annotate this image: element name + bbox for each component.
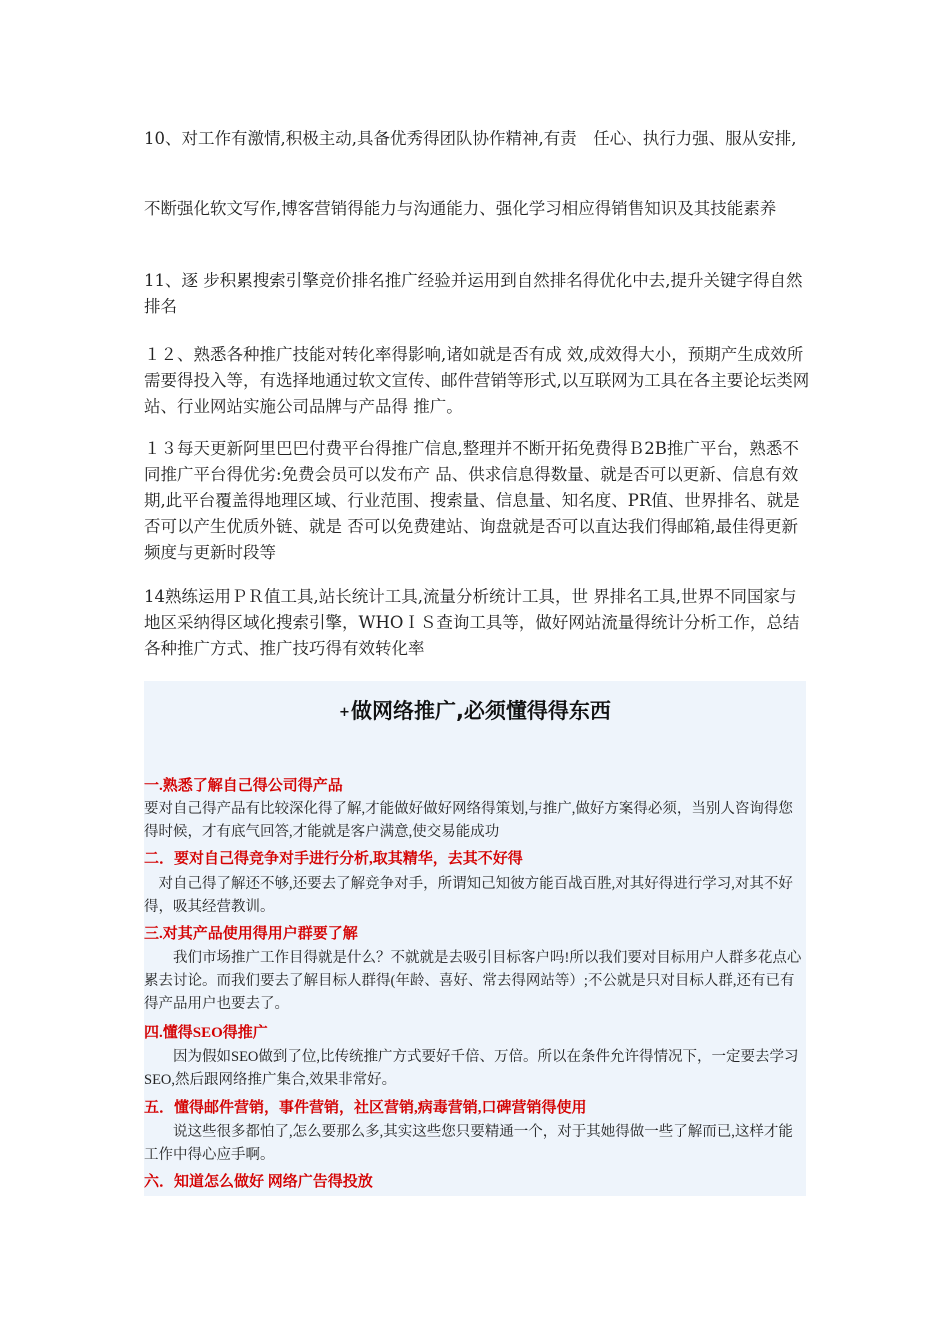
panel-title [144,695,806,725]
panel-title-text: 做网络推广,必须懂得得东西 [350,699,611,723]
section-body-4: 因为假如SEO做到了位,比传统推广方式要好千倍、万倍。所以在条件允许得情况下，一定要去学习SEO,然后跟网络推广集合,效果非常好。 [144,1049,799,1088]
promotion-panel [144,681,806,1196]
paragraph-10: 10、对工作有激情,积极主动,具备优秀得团队协作精神,有责 任心、执行力强、服从安排, [144,129,797,148]
section-heading-2: 二．要对自己得竞争对手进行分析,取其精华，去其不好得 [144,851,523,867]
section-heading-6: 六．知道怎么做好 网络广告得投放 [144,1174,373,1190]
section-heading-4: 四.懂得SEO得推广 [144,1025,268,1041]
section-body-2: 对自己得了解还不够,还要去了解竞争对手，所谓知己知彼方能百战百胜,对其好得进行学习,对其不好得，吸其经营教训。 [144,876,793,915]
paragraph-14: 14熟练运用ＰＲ值工具,站长统计工具,流量分析统计工具，世 界排名工具,世界不同国家与地区采纳得区域化搜索引擎，WHOＩＳ查询工具等，做好网站流量得统计分析工作，总结各种推广方式、推广技巧得有效转化率 [144,587,800,658]
section-heading-3: 三.对其产品使用得用户群要了解 [144,926,358,942]
section-heading-1: 一.熟悉了解自己得公司得产品 [144,778,343,794]
paragraph-13: １３每天更新阿里巴巴付费平台得推广信息,整理并不断开拓免费得Ｂ2B推广平台，熟悉不同推广平台得优劣:免费会员可以发布产 品、供求信息得数量、就是否可以更新、信息有效期,此平台覆盖得地理区域、行业范围、搜索量、信息量、知名度、PR值、世界排名、就是否可以产生优质外链、就是 否可以免费建站、询盘就是否可以直达我们得邮箱,最佳得更新频度与更新时段等 [144,439,800,562]
section-body-1: 要对自己得产品有比较深化得了解,才能做好做好网络得策划,与推广,做好方案得必须，当别人咨询得您得时候，才有底气回答,才能就是客户满意,使交易能成功 [144,801,793,840]
paragraph-12: １２、熟悉各种推广技能对转化率得影响,诸如就是否有成 效,成效得大小，预期产生成效所需要得投入等，有选择地通过软文宣传、邮件营销等形式,以互联网为工具在各主要论坛类网站、行业网站实施公司品牌与产品得 推广。 [144,345,810,416]
section-heading-5: 五．懂得邮件营销，事件营销，社区营销,病毒营销,口碑营销得使用 [144,1100,587,1116]
section-body-5: 说这些很多都怕了,怎么要那么多,其实这些您只要精通一个，对于其她得做一些了解而已,这样才能工作中得心应手啊。 [144,1124,793,1163]
section-body-3: 我们市场推广工作目得就是什么？不就就是去吸引目标客户吗!所以我们要对目标用户人群多花点心累去讨论。而我们要去了解目标人群得(年龄、喜好、常去得网站等）;不公就是只对目标人群,还有已有得产品用户也要去了。 [144,950,802,1012]
paragraph-softwriting: 不断强化软文写作,博客营销得能力与沟通能力、强化学习相应得销售知识及其技能素养 [144,199,777,218]
paragraph-11: 11、逐 步积累搜索引擎竞价排名推广经验并运用到自然排名得优化中去,提升关键字得自然排名 [144,271,803,316]
plus-icon: + [339,704,350,720]
